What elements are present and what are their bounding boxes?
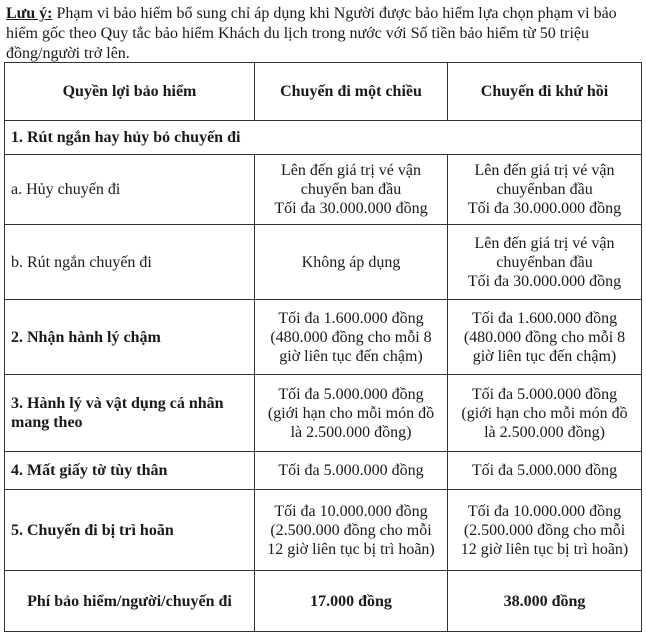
table-row-cancel-trip: [5, 155, 642, 225]
note-text: Phạm vi bảo hiểm bổ sung chỉ áp dụng khi Người được bảo hiểm lựa chọn phạm vi bảo hiểm gốc theo Quy tắc bảo hiểm Khách du lịch trong nước với Số tiền bảo hiểm từ 50 triệu đồng/người trở lên.: [6, 5, 617, 62]
table-row-delayed-baggage: [5, 300, 642, 375]
round-trip-trip-delay: Tối đa 10.000.000 đồng (2.500.000 đồng cho mỗi 12 giờ liên tục bị trì hoãn): [448, 490, 642, 571]
round-trip-shorten-trip: Lên đến giá trị vé vận chuyểnban đầu Tối đa 30.000.000 đồng: [448, 225, 642, 300]
table-row-baggage-belongings: [5, 375, 642, 452]
benefit-delayed-baggage: 2. Nhận hành lý chậm: [5, 300, 255, 375]
table-row-trip-delay: [5, 490, 642, 571]
round-trip-cancel-trip: Lên đến giá trị vé vận chuyểnban đầu Tối đa 30.000.000 đồng: [448, 155, 642, 225]
benefit-baggage-belongings: 3. Hành lý và vật dụng cá nhân mang theo: [5, 375, 255, 452]
table-row-section-1: [5, 121, 642, 155]
benefit-trip-delay: 5. Chuyến đi bị trì hoãn: [5, 490, 255, 571]
note-paragraph: [4, 0, 642, 62]
benefits-table: [4, 62, 642, 632]
note-label: Lưu ý:: [6, 5, 53, 22]
round-trip-delayed-baggage: Tối đa 1.600.000 đồng (480.000 đồng cho mỗi 8 giờ liên tục đến chậm): [448, 300, 642, 375]
one-way-cancel-trip: Lên đến giá trị vé vận chuyển ban đầu Tối đa 30.000.000 đồng: [255, 155, 448, 225]
one-way-premium: 17.000 đồng: [255, 571, 448, 632]
benefit-lost-documents: 4. Mất giấy tờ tùy thân: [5, 452, 255, 490]
round-trip-lost-documents: Tối đa 5.000.000 đồng: [448, 452, 642, 490]
round-trip-baggage-belongings: Tối đa 5.000.000 đồng (giới hạn cho mỗi món đồ là 2.500.000 đồng): [448, 375, 642, 452]
benefit-cancel-trip: a. Hủy chuyến đi: [5, 155, 255, 225]
one-way-lost-documents: Tối đa 5.000.000 đồng: [255, 452, 448, 490]
table-header-row: [5, 63, 642, 121]
benefit-premium: Phí bảo hiểm/người/chuyến đi: [5, 571, 255, 632]
one-way-baggage-belongings: Tối đa 5.000.000 đồng (giới hạn cho mỗi món đồ là 2.500.000 đồng): [255, 375, 448, 452]
table-row-premium: [5, 571, 642, 632]
header-one-way: Chuyến đi một chiều: [255, 63, 448, 121]
one-way-delayed-baggage: Tối đa 1.600.000 đồng (480.000 đồng cho mỗi 8 giờ liên tục đến chậm): [255, 300, 448, 375]
header-benefit: Quyền lợi bảo hiểm: [5, 63, 255, 121]
table-row-shorten-trip: [5, 225, 642, 300]
benefit-shorten-trip: b. Rút ngắn chuyến đi: [5, 225, 255, 300]
one-way-trip-delay: Tối đa 10.000.000 đồng (2.500.000 đồng cho mỗi 12 giờ liên tục bị trì hoãn): [255, 490, 448, 571]
one-way-shorten-trip: Không áp dụng: [255, 225, 448, 300]
table-row-lost-documents: [5, 452, 642, 490]
header-round-trip: Chuyến đi khứ hồi: [448, 63, 642, 121]
round-trip-premium: 38.000 đồng: [448, 571, 642, 632]
section-1-title: 1. Rút ngắn hay hủy bỏ chuyến đi: [5, 121, 642, 155]
